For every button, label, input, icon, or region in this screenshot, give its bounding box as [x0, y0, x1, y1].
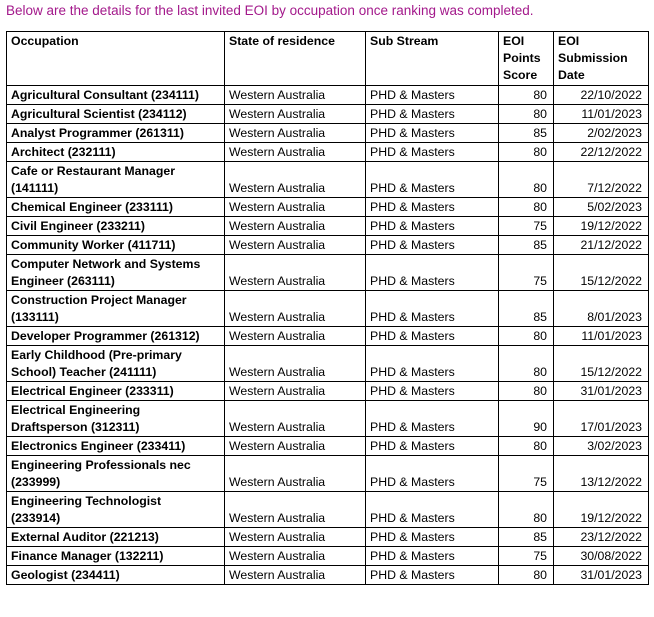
occupation-line: Cafe or Restaurant Manager	[11, 164, 176, 178]
points-cell: 80	[499, 382, 554, 401]
occupation-cell	[7, 382, 225, 401]
state-cell: Western Australia	[225, 492, 366, 528]
occupation-line: Agricultural Scientist (234112)	[11, 107, 187, 121]
table-row	[7, 124, 649, 143]
occupation-cell	[7, 437, 225, 456]
sub-stream-cell: PHD & Masters	[366, 162, 499, 198]
date-cell: 7/12/2022	[554, 162, 649, 198]
occupation-line: Electrical Engineering	[11, 403, 141, 417]
sub-stream-cell: PHD & Masters	[366, 492, 499, 528]
date-cell: 8/01/2023	[554, 291, 649, 327]
header-state: State of residence	[225, 32, 366, 86]
sub-stream-cell: PHD & Masters	[366, 86, 499, 105]
occupation-line: Engineer (263111)	[11, 274, 115, 288]
occupation-cell	[7, 198, 225, 217]
occupation-cell	[7, 456, 225, 492]
date-cell: 3/02/2023	[554, 437, 649, 456]
occupation-line: Civil Engineer (233211)	[11, 219, 145, 233]
points-cell: 80	[499, 162, 554, 198]
points-cell: 80	[499, 143, 554, 162]
table-row	[7, 291, 649, 327]
occupation-line: (233914)	[11, 511, 61, 525]
sub-stream-cell: PHD & Masters	[366, 105, 499, 124]
header-date-line: EOI	[558, 34, 580, 48]
table-row	[7, 217, 649, 236]
sub-stream-cell: PHD & Masters	[366, 566, 499, 585]
date-cell: 19/12/2022	[554, 217, 649, 236]
state-cell: Western Australia	[225, 198, 366, 217]
table-row	[7, 437, 649, 456]
points-cell: 75	[499, 456, 554, 492]
occupation-cell	[7, 547, 225, 566]
occupation-cell	[7, 124, 225, 143]
state-cell: Western Australia	[225, 346, 366, 382]
points-cell: 90	[499, 401, 554, 437]
state-cell: Western Australia	[225, 528, 366, 547]
date-cell: 13/12/2022	[554, 456, 649, 492]
state-cell: Western Australia	[225, 437, 366, 456]
sub-stream-cell: PHD & Masters	[366, 291, 499, 327]
occupation-line: Analyst Programmer (261311)	[11, 126, 184, 140]
occupation-line: (233999)	[11, 475, 61, 489]
table-row	[7, 492, 649, 528]
occupation-line: Architect (232111)	[11, 145, 116, 159]
occupation-line: Electronics Engineer (233411)	[11, 439, 186, 453]
occupation-line: Draftsperson (312311)	[11, 420, 140, 434]
points-cell: 80	[499, 105, 554, 124]
state-cell: Western Australia	[225, 547, 366, 566]
occupation-cell	[7, 217, 225, 236]
table-row	[7, 105, 649, 124]
table-row	[7, 255, 649, 291]
date-cell: 22/10/2022	[554, 86, 649, 105]
table-row	[7, 382, 649, 401]
state-cell: Western Australia	[225, 217, 366, 236]
header-occupation: Occupation	[7, 32, 225, 86]
date-cell: 15/12/2022	[554, 255, 649, 291]
occupation-line: Electrical Engineer (233311)	[11, 384, 174, 398]
sub-stream-cell: PHD & Masters	[366, 124, 499, 143]
eoi-table	[6, 31, 649, 585]
table-row	[7, 236, 649, 255]
header-date	[554, 32, 649, 86]
table-row	[7, 401, 649, 437]
state-cell: Western Australia	[225, 255, 366, 291]
date-cell: 23/12/2022	[554, 528, 649, 547]
state-cell: Western Australia	[225, 382, 366, 401]
points-cell: 75	[499, 547, 554, 566]
date-cell: 19/12/2022	[554, 492, 649, 528]
state-cell: Western Australia	[225, 566, 366, 585]
points-cell: 80	[499, 346, 554, 382]
occupation-cell	[7, 255, 225, 291]
date-cell: 21/12/2022	[554, 236, 649, 255]
state-cell: Western Australia	[225, 291, 366, 327]
table-row	[7, 346, 649, 382]
occupation-line: Construction Project Manager	[11, 293, 187, 307]
header-points-line: Score	[503, 68, 538, 82]
occupation-line: Early Childhood (Pre-primary	[11, 348, 182, 362]
occupation-line: School) Teacher (241111)	[11, 365, 157, 379]
occupation-line: Finance Manager (132211)	[11, 549, 164, 563]
occupation-line: Chemical Engineer (233111)	[11, 200, 173, 214]
points-cell: 75	[499, 255, 554, 291]
intro-text: Below are the details for the last invited EOI by occupation once ranking was completed.	[6, 3, 534, 18]
date-cell: 11/01/2023	[554, 105, 649, 124]
header-date-line: Submission	[558, 51, 628, 65]
header-sub-stream: Sub Stream	[366, 32, 499, 86]
points-cell: 85	[499, 236, 554, 255]
occupation-cell	[7, 346, 225, 382]
state-cell: Western Australia	[225, 124, 366, 143]
table-row	[7, 456, 649, 492]
occupation-line: Developer Programmer (261312)	[11, 329, 200, 343]
state-cell: Western Australia	[225, 236, 366, 255]
points-cell: 80	[499, 492, 554, 528]
sub-stream-cell: PHD & Masters	[366, 255, 499, 291]
points-cell: 85	[499, 124, 554, 143]
date-cell: 22/12/2022	[554, 143, 649, 162]
header-date-line: Date	[558, 68, 585, 82]
state-cell: Western Australia	[225, 327, 366, 346]
table-row	[7, 327, 649, 346]
occupation-line: Engineering Technologist	[11, 494, 162, 508]
date-cell: 30/08/2022	[554, 547, 649, 566]
state-cell: Western Australia	[225, 456, 366, 492]
occupation-line: Agricultural Consultant (234111)	[11, 88, 199, 102]
date-cell: 11/01/2023	[554, 327, 649, 346]
header-points-line: EOI	[503, 34, 525, 48]
occupation-line: Community Worker (411711)	[11, 238, 176, 252]
occupation-cell	[7, 236, 225, 255]
sub-stream-cell: PHD & Masters	[366, 437, 499, 456]
table-header-row	[7, 32, 649, 86]
header-points-line: Points	[503, 51, 541, 65]
points-cell: 80	[499, 566, 554, 585]
table-row	[7, 547, 649, 566]
occupation-cell	[7, 401, 225, 437]
occupation-cell	[7, 162, 225, 198]
state-cell: Western Australia	[225, 401, 366, 437]
occupation-line: Computer Network and Systems	[11, 257, 201, 271]
sub-stream-cell: PHD & Masters	[366, 547, 499, 566]
occupation-line: (133111)	[11, 310, 59, 324]
occupation-cell	[7, 566, 225, 585]
table-row	[7, 162, 649, 198]
date-cell: 15/12/2022	[554, 346, 649, 382]
date-cell: 17/01/2023	[554, 401, 649, 437]
sub-stream-cell: PHD & Masters	[366, 327, 499, 346]
state-cell: Western Australia	[225, 105, 366, 124]
points-cell: 80	[499, 86, 554, 105]
table-row	[7, 198, 649, 217]
sub-stream-cell: PHD & Masters	[366, 217, 499, 236]
occupation-cell	[7, 105, 225, 124]
occupation-cell	[7, 492, 225, 528]
occupation-cell	[7, 143, 225, 162]
table-row	[7, 143, 649, 162]
occupation-cell	[7, 528, 225, 547]
sub-stream-cell: PHD & Masters	[366, 401, 499, 437]
date-cell: 2/02/2023	[554, 124, 649, 143]
points-cell: 80	[499, 327, 554, 346]
sub-stream-cell: PHD & Masters	[366, 382, 499, 401]
points-cell: 85	[499, 528, 554, 547]
header-points	[499, 32, 554, 86]
occupation-cell	[7, 86, 225, 105]
points-cell: 80	[499, 198, 554, 217]
sub-stream-cell: PHD & Masters	[366, 528, 499, 547]
sub-stream-cell: PHD & Masters	[366, 346, 499, 382]
date-cell: 31/01/2023	[554, 382, 649, 401]
sub-stream-cell: PHD & Masters	[366, 143, 499, 162]
points-cell: 85	[499, 291, 554, 327]
occupation-cell	[7, 327, 225, 346]
points-cell: 75	[499, 217, 554, 236]
sub-stream-cell: PHD & Masters	[366, 236, 499, 255]
state-cell: Western Australia	[225, 86, 366, 105]
table-row	[7, 86, 649, 105]
sub-stream-cell: PHD & Masters	[366, 198, 499, 217]
table-body	[7, 86, 649, 585]
date-cell: 5/02/2023	[554, 198, 649, 217]
occupation-line: (141111)	[11, 181, 59, 195]
occupation-line: Geologist (234411)	[11, 568, 120, 582]
state-cell: Western Australia	[225, 143, 366, 162]
table-row	[7, 566, 649, 585]
occupation-line: External Auditor (221213)	[11, 530, 159, 544]
sub-stream-cell: PHD & Masters	[366, 456, 499, 492]
occupation-line: Engineering Professionals nec	[11, 458, 191, 472]
table-row	[7, 528, 649, 547]
points-cell: 80	[499, 437, 554, 456]
state-cell: Western Australia	[225, 162, 366, 198]
occupation-cell	[7, 291, 225, 327]
date-cell: 31/01/2023	[554, 566, 649, 585]
